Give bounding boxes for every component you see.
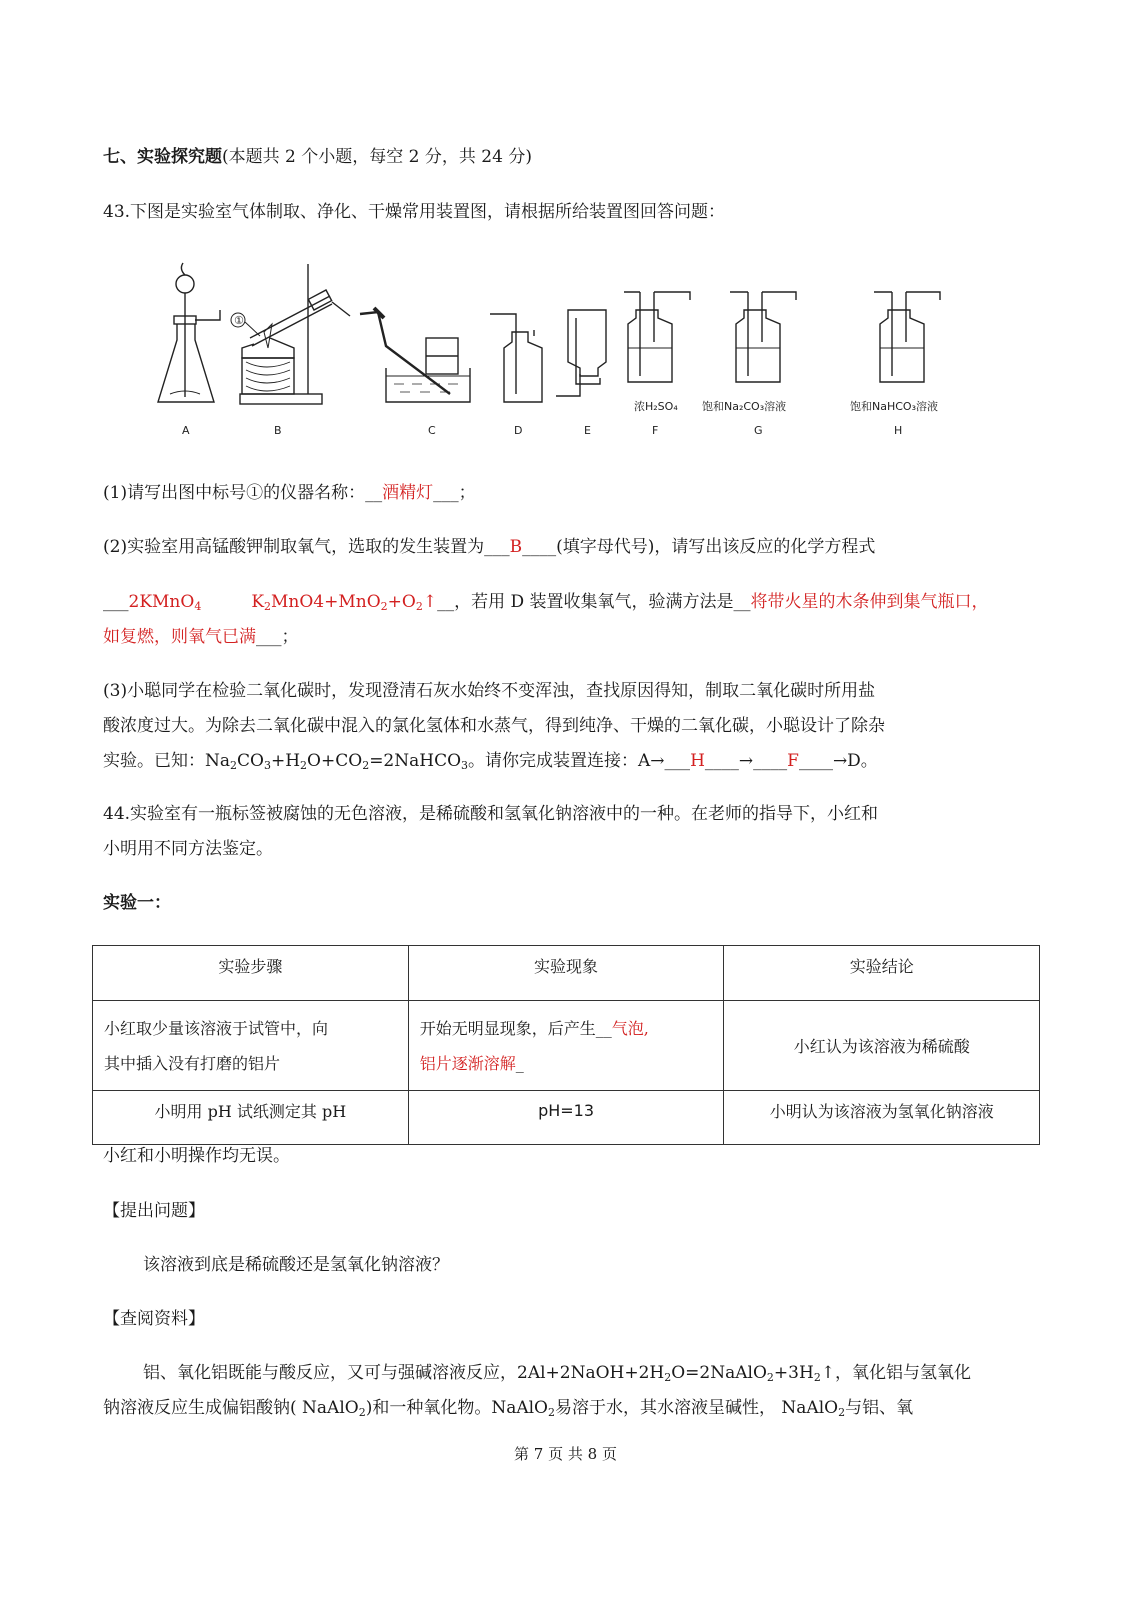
apparatus-g-wash-bottle	[730, 292, 796, 382]
reagent-f-label: 浓H₂SO₄	[634, 400, 678, 413]
r1-step-line1: 小红取少量该溶液于试管中，向	[104, 1019, 329, 1038]
apparatus-b-heating	[231, 264, 350, 404]
q43-part2-line2	[103, 587, 989, 613]
r1-obs-suffix: _	[515, 1054, 524, 1073]
q43-p2-end: ___；	[256, 627, 299, 647]
label-e: E	[584, 424, 591, 437]
label-f: F	[652, 424, 659, 437]
eq-gas-arrow: ↑	[422, 592, 438, 612]
known-f: 。请你完成装置连接：A→___	[468, 751, 691, 771]
q43-p1-answer: 酒精灯	[382, 483, 434, 503]
r1-obs	[409, 1001, 724, 1081]
eq-part4: +O	[387, 592, 416, 612]
q43-p3-end: ____→D。	[798, 751, 878, 771]
known-d: O+CO	[307, 751, 363, 771]
eq-part1: 2KMnO	[128, 592, 195, 612]
after-table-note: 小红和小明操作均无误。	[103, 1146, 290, 1166]
exp1-title: 实验一：	[103, 893, 171, 913]
r1-obs-answer-1: 气泡,	[611, 1019, 649, 1038]
eq-part2: K	[251, 592, 265, 612]
q43-p2-eq-lead: ___	[103, 592, 129, 612]
q43-p2-prefix: (2)实验室用高锰酸钾制取氧气，选取的发生装置为___	[103, 537, 510, 557]
q43-part2-line3	[103, 622, 299, 647]
q43-part3-line2: 酸浓度过大。为除去二氧化碳中混入的氯化氢体和水蒸气，得到纯净、干燥的二氧化碳，小聪设计了除杂	[103, 716, 885, 736]
known-b: CO	[237, 751, 264, 771]
q43-p3-answer-1: H	[690, 751, 705, 771]
q44-line2: 小明用不同方法鉴定。	[103, 839, 273, 859]
header-steps: 实验步骤	[218, 957, 283, 976]
apparatus-d-bottle	[490, 314, 542, 402]
header-phenomena: 实验现象	[534, 957, 599, 976]
q43-part1	[103, 478, 476, 503]
info2-d: 与铝、氧	[845, 1398, 914, 1418]
table-row	[93, 1091, 1040, 1145]
question-text: 该溶液到底是稀硫酸还是氢氧化钠溶液？	[143, 1255, 449, 1275]
experiment-table	[92, 945, 1040, 1145]
q43-p1-suffix: ___；	[433, 483, 476, 503]
info2-b: )和一种氧化物。NaAlO	[365, 1398, 548, 1418]
section-heading: 七、实验探究题	[103, 147, 222, 167]
q43-p2-method-2: 如复燃，则氧气已满	[103, 627, 256, 647]
apparatus-e-bottle	[556, 310, 606, 396]
info2-a: 钠溶液反应生成偏铝酸钠( NaAlO	[103, 1398, 359, 1418]
q43-p2-answer: B	[509, 537, 523, 557]
label-h: H	[894, 424, 903, 437]
q43-p1-prefix: (1)请写出图中标号①的仪器名称：__	[103, 483, 383, 503]
label-d: D	[514, 424, 523, 437]
q43-p2-suffix: ____(填字母代号)，请写出该反应的化学方程式	[522, 537, 876, 557]
q44-line1: 44.实验室有一瓶标签被腐蚀的无色溶液，是稀硫酸和氢氧化钠溶液中的一种。在老师的指导下，小红和	[103, 804, 879, 824]
eq-part3: MnO4+MnO	[271, 592, 381, 612]
label-b: B	[274, 424, 282, 437]
info-line1: 铝、氧化铝既能与酸反应，又可与强碱溶液反应，$2Al+2NaOH+2H_2O=2NaAlO_2+3H_2↑$，氧化铝与氢氧化	[143, 1363, 972, 1384]
q43-p3-answer-2: F	[787, 751, 799, 771]
apparatus-c-trough	[360, 308, 470, 402]
info-b: O=2NaAlO	[671, 1363, 767, 1383]
header-conclusion: 实验结论	[849, 957, 914, 976]
section-title	[103, 142, 532, 167]
r1-step-line2: 其中插入没有打磨的铝片	[104, 1054, 281, 1073]
info2-c: 易溶于水，其水溶液呈碱性， NaAlO	[555, 1398, 839, 1418]
r1-obs-prefix: 开始无明显现象，后产生__	[419, 1019, 612, 1038]
q43-p2-equation: 2KMnO$_4$ $K_2MnO4+MnO_2+O_2↑$	[128, 592, 438, 613]
marker-circled-one: ①	[234, 314, 244, 327]
r1-step	[93, 1001, 408, 1081]
known-c: +H	[270, 751, 301, 771]
question-heading: 【提出问题】	[103, 1201, 205, 1221]
apparatus-figure	[150, 262, 970, 452]
q43-part3-line3: 实验。已知：$Na_2CO_3+H_2O+CO_2=2NaHCO_3$。请你完成装置连接：A→___H____→____F____→D。	[103, 751, 878, 772]
info-line2: 钠溶液反应生成偏铝酸钠( NaAlO$_2$)和一种氧化物。NaAlO$_2$易溶于水，其水溶液呈碱性， NaAlO$_2$与铝、氧	[103, 1398, 914, 1419]
q43-p2-eq-mid: __，若用 D 装置收集氧气，验满方法是__	[437, 592, 751, 612]
info-heading: 【查阅资料】	[103, 1309, 205, 1329]
section-note: (本题共 2 个小题，每空 2 分，共 24 分)	[222, 147, 532, 167]
r1-obs-answer-2: 铝片逐渐溶解	[419, 1054, 516, 1073]
table-row	[93, 1001, 1040, 1091]
page-footer: 第 7 页 共 8 页	[514, 1445, 617, 1463]
label-c: C	[428, 424, 436, 437]
info-c: +3H	[773, 1363, 814, 1383]
r2-conclusion: 小明认为该溶液为氢氧化钠溶液	[769, 1102, 994, 1121]
q43-p3-mid: ____→____	[704, 751, 788, 771]
q43-part2-line1	[103, 532, 875, 557]
apparatus-h-wash-bottle	[874, 292, 940, 382]
reagent-g-label: 饱和Na₂CO₃溶液	[702, 400, 787, 413]
q43-p2-method-1: 将带火星的木条伸到集气瓶口，	[750, 592, 989, 612]
apparatus-f-wash-bottle	[624, 292, 690, 382]
q43-part3-line1: (3)小聪同学在检验二氧化碳时，发现澄清石灰水始终不变浑浊，查找原因得知，制取二氧化碳时所用盐	[103, 681, 876, 701]
known-a: 实验。已知：Na	[103, 751, 231, 771]
reagent-h-label: 饱和NaHCO₃溶液	[850, 400, 938, 413]
info-d: ↑，氧化铝与氢氧化	[820, 1363, 972, 1383]
info-a: 铝、氧化铝既能与酸反应，又可与强碱溶液反应，2Al+2NaOH+2H	[143, 1363, 665, 1383]
known-e: =2NaHCO	[369, 751, 462, 771]
label-a: A	[182, 424, 190, 437]
r2-obs: pH=13	[538, 1101, 595, 1120]
r1-conclusion: 小红认为该溶液为稀硫酸	[793, 1037, 970, 1056]
label-g: G	[754, 424, 763, 437]
q43-stem: 43.下图是实验室气体制取、净化、干燥常用装置图，请根据所给装置图回答问题：	[103, 202, 726, 222]
r2-step: 小明用 pH 试纸测定其 pH	[154, 1102, 347, 1121]
table-header-row	[93, 946, 1040, 1001]
apparatus-a-flask	[158, 263, 220, 402]
